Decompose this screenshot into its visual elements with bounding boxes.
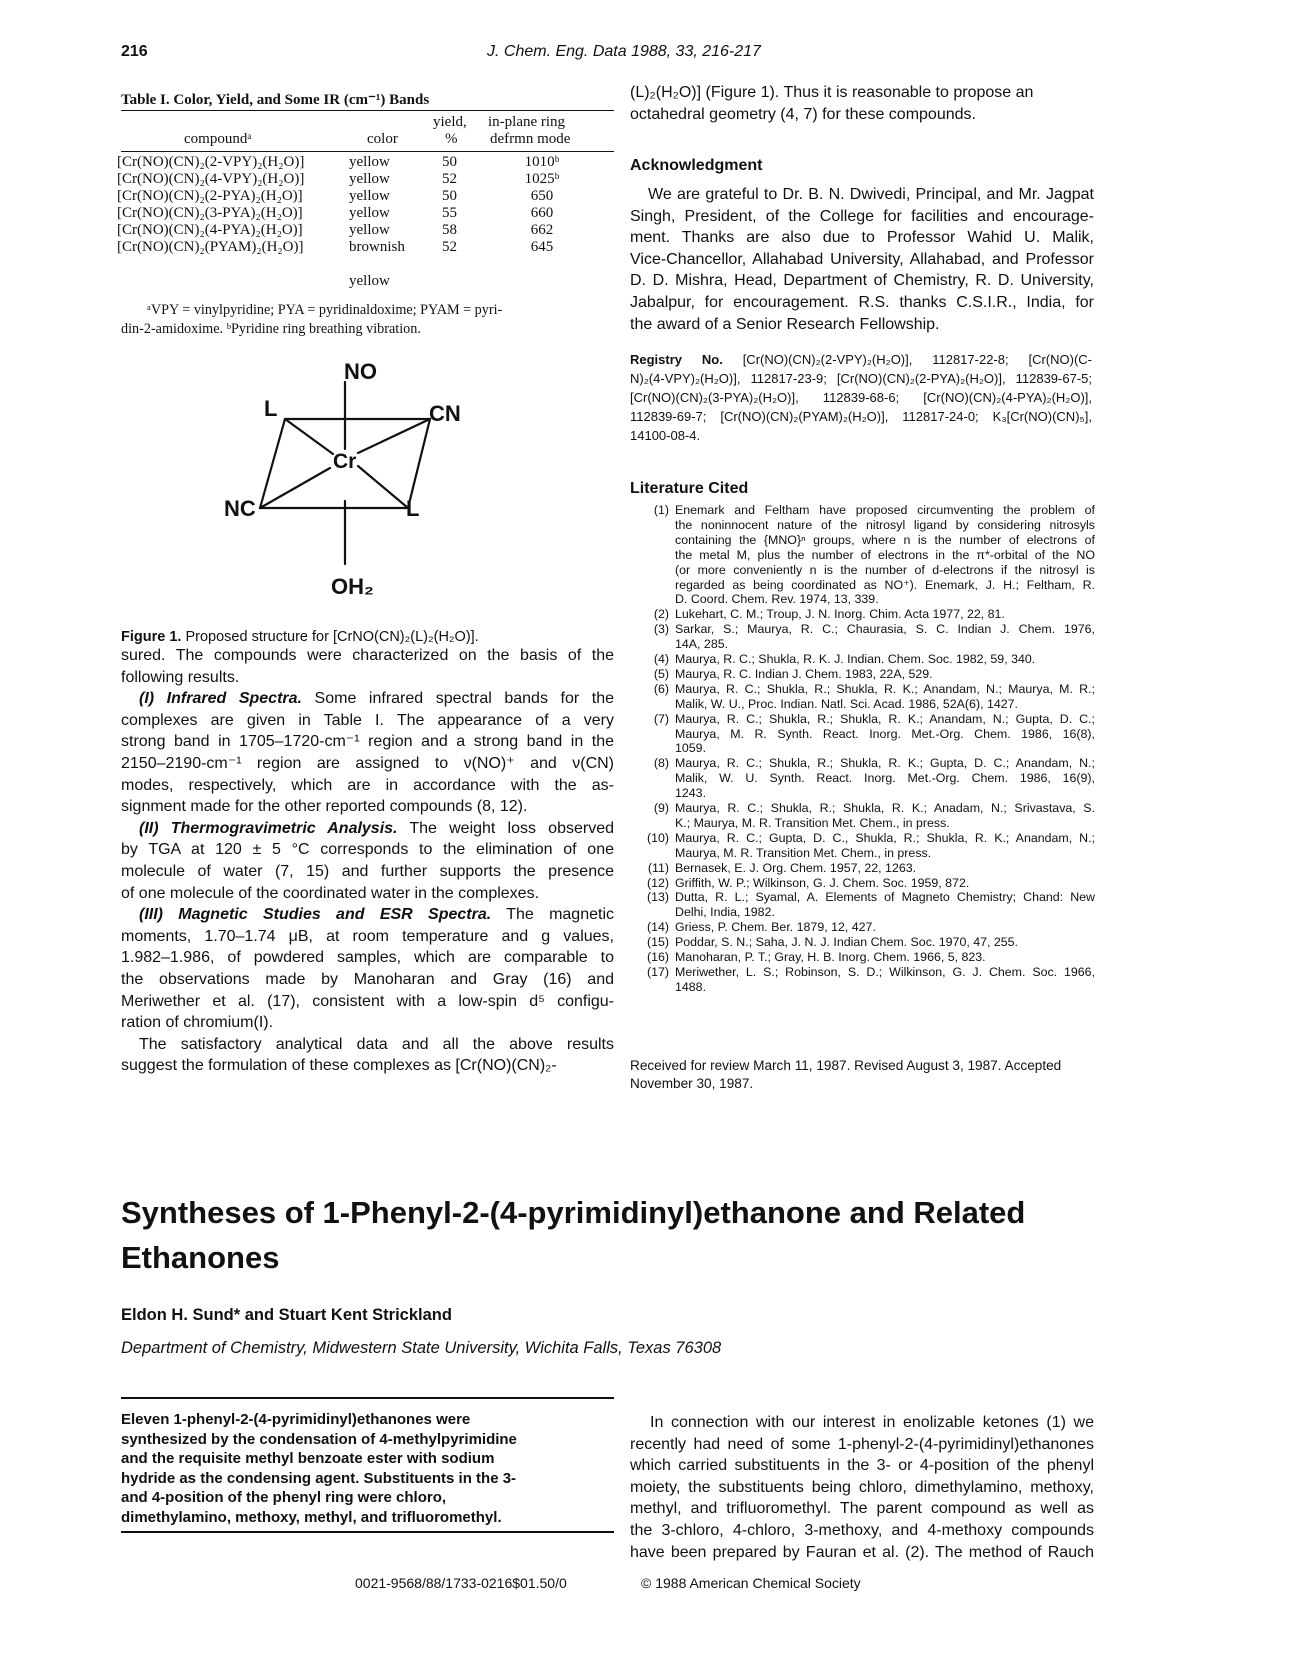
- reference-line: Dutta, R. L.; Syamal, A. Elements of Magneto Chemistry; Chand: New: [675, 890, 1095, 905]
- body-text: strong band in 1705–1720-cm⁻¹ region and a strong band in the: [121, 733, 614, 751]
- received-line: Received for review March 11, 1987. Revised August 3, 1987. Accepted: [630, 1058, 1062, 1073]
- body-line: [121, 818, 614, 840]
- article-title-line: Ethanones: [121, 1240, 280, 1275]
- header-ring-mode: defrmn mode: [490, 131, 571, 147]
- reference-line: Maurya, R. C. Indian J. Chem. 1983, 22A, 529.: [675, 666, 933, 681]
- figure-caption: [121, 629, 479, 645]
- reference-line: Lukehart, C. M.; Troup, J. N. Inorg. Chim. Acta 1977, 22, 81.: [675, 607, 1005, 622]
- label-oh2: OH₂: [331, 574, 374, 599]
- table-title: Table I. Color, Yield, and Some IR (cm⁻¹) Bands: [121, 92, 430, 108]
- reference-number: (15): [646, 935, 669, 950]
- body-text: molecule of water (7, 15) and further supports the presence: [121, 863, 614, 880]
- table-cell-mode: 1025ᵇ: [524, 171, 560, 187]
- label-nc: NC: [224, 496, 256, 521]
- acknowledgment-line: Jabalpur, for encouragement. R.S. thanks C.S.I.R., India, for: [630, 294, 1094, 311]
- reference-line: the metal M, plus the number of electrons in the π*-orbital of the NO: [675, 547, 1095, 562]
- footnote-line: ᵃVPY = vinylpyridine; PYA = pyridinaldoxime; PYAM = pyri-: [147, 302, 503, 318]
- table-cell-color: yellow: [349, 171, 390, 187]
- abstract-line: dimethylamino, methoxy, methyl, and trifluoromethyl.: [121, 1508, 502, 1526]
- header-ring: in-plane ring: [488, 114, 566, 130]
- body-text: signment made for the other reported compounds (8, 12).: [121, 798, 528, 816]
- reference-line: Maurya, M. R. Transition Met. Chem., in press.: [675, 845, 932, 860]
- body-text: suggest the formulation of these complexes as [Cr(NO)(CN)₂-: [121, 1057, 557, 1075]
- acknowledgment-line: ment. Thanks are also due to Professor Wahid U. Malik,: [630, 229, 1094, 247]
- right-cont-line: (L)₂(H₂O)] (Figure 1). Thus it is reasonable to propose an: [630, 84, 1034, 101]
- abstract-line: and 4-position of the phenyl ring were chloro,: [121, 1489, 447, 1507]
- label-l-upper: L: [264, 396, 278, 421]
- figure-caption-text: Proposed structure for [CrNO(CN)₂(L)₂(H₂O)].: [185, 629, 479, 645]
- registry-label: Registry No.: [630, 352, 723, 367]
- body-text: The weight loss observed: [397, 819, 614, 837]
- body-text: ration of chromium(I).: [121, 1014, 274, 1032]
- acknowledgment-line: the award of a Senior Research Fellowship.: [630, 315, 940, 333]
- body-text: 1.982–1.986, of powdered samples, which are comparable to: [121, 949, 614, 967]
- intro-line: methyl, and trifluoromethyl. The parent compound as well as: [630, 1500, 1094, 1518]
- table-cell-color: yellow: [349, 188, 390, 204]
- registry-line: [630, 426, 1158, 445]
- abstract: [121, 1410, 591, 1528]
- header-yield: yield,: [433, 114, 467, 130]
- table-cell-mode: 645: [530, 239, 554, 255]
- label-cr: Cr: [333, 450, 357, 473]
- intro-line: the 3-chloro, 4-chloro, 3-methoxy, and 4-methoxy compounds: [630, 1521, 1094, 1539]
- registry-text: [Cr(NO)(CN)₂(2-VPY)₂(H₂O)], 112817-22-8; [Cr(NO)(C-: [722, 352, 1092, 367]
- registry-line: [630, 388, 1092, 407]
- registry-text: 14100-08-4.: [630, 428, 701, 443]
- reference-number: (11): [647, 860, 669, 875]
- figure-caption-label: Figure 1.: [121, 629, 182, 645]
- reference-number: (9): [653, 801, 669, 815]
- table-cell-color: yellow: [349, 222, 390, 238]
- body-text: by TGA at 120 ± 5 °C corresponds to the elimination of one: [121, 841, 614, 859]
- body-text: The satisfactory analytical data and all the above results: [139, 1035, 614, 1053]
- body-text: the observations made by Manoharan and Gray (16) and: [121, 971, 614, 988]
- acknowledgment-line: Singh, President, of the College for facilities and encourage-: [630, 207, 1094, 225]
- bond-l2: [358, 466, 408, 508]
- intro-line: In connection with our interest in enolizable ketones (1) we: [650, 1414, 1094, 1431]
- literature-heading: Literature Cited: [630, 480, 749, 497]
- abstract-line: and the requisite methyl benzoate ester with sodium: [121, 1450, 495, 1468]
- acknowledgment-heading: Acknowledgment: [630, 157, 763, 174]
- reference-line: regarded as being coordinated as NO⁺). Enemark, J. H.; Feltham, R.: [675, 577, 1095, 592]
- reference-line: 1243.: [675, 786, 707, 801]
- reference-line: 1488.: [675, 979, 707, 994]
- footer-copyright: © 1988 American Chemical Society: [641, 1575, 861, 1591]
- received-line: November 30, 1987.: [630, 1076, 754, 1091]
- table-cell-mode: 662: [530, 222, 554, 238]
- body-line: [121, 861, 614, 883]
- acknowledgment-line: We are grateful to Dr. B. N. Dwivedi, Principal, and Mr. Jagpat: [648, 186, 1094, 203]
- reference-line: Malik, W. U. Synth. React. Inorg. Met.-Org. Chem. 1986, 16(9),: [675, 771, 1095, 786]
- reference-number: (2): [653, 607, 669, 622]
- body-line: [121, 645, 614, 667]
- acknowledgment-line: Vice-Chancellor, Allahabad University, Allahabad, and Professor: [630, 250, 1094, 268]
- abstract-line: hydride as the condensing agent. Substituents in the 3-: [121, 1469, 517, 1487]
- intro-line: which carried substituents in the 3- or 4-position of the phenyl: [630, 1457, 1094, 1475]
- reference-number: (14): [646, 920, 669, 935]
- header-compound: compoundᵃ: [184, 131, 252, 147]
- table-cell-color: brownish: [349, 239, 405, 255]
- reference-line: Maurya, R. C.; Shukla, R. K. J. Indian. Chem. Soc. 1982, 59, 340.: [675, 652, 1036, 666]
- reference-line: Bernasek, E. J. Org. Chem. 1957, 22, 1263.: [675, 860, 917, 875]
- reference-line: Maurya, R. C.; Shukla, R.; Shukla, R. K.; Anandam, N.; Maurya, M. R.;: [675, 681, 1095, 696]
- body-line: [121, 969, 614, 991]
- reference-line: Sarkar, S.; Maurya, R. C.; Chaurasia, S. C. Indian J. Chem. 1976,: [675, 622, 1095, 637]
- table-cell-yield: 50: [442, 154, 457, 170]
- table-cell-color-cont: yellow: [349, 273, 390, 289]
- table-cell-compound: [Cr(NO)(CN)₂(PYAM)₂(H₂O)]: [117, 239, 304, 255]
- body-text: Meriwether et al. (17), consistent with a low-spin d⁵ configu-: [121, 992, 614, 1010]
- body-line: [121, 904, 614, 926]
- reference-line: Enemark and Feltham have proposed circumventing the problem of: [675, 503, 1095, 517]
- reference-line: Griess, P. Chem. Ber. 1879, 12, 427.: [675, 920, 876, 935]
- reference-number: (8): [653, 756, 669, 771]
- reference-line: (or more conveniently n is the number of d-electrons if the nitrosyl is: [675, 562, 1095, 577]
- intro-line: have been prepared by Fauran et al. (2). The method of Rauch: [630, 1543, 1094, 1561]
- body-line: [121, 1055, 614, 1077]
- body-text: 2150–2190-cm⁻¹ region are assigned to ν(NO)⁺ and ν(CN): [121, 755, 614, 772]
- body-line: [121, 1034, 614, 1056]
- header-color: color: [367, 131, 398, 147]
- reference-line: Meriwether, L. S.; Robinson, S. D.; Wilkinson, G. J. Chem. Soc. 1966,: [675, 964, 1095, 979]
- reference-line: Manoharan, P. T.; Gray, H. B. Inorg. Chem. 1966, 5, 823.: [675, 950, 986, 964]
- body-line: [121, 839, 614, 861]
- section-run-in-heading: (I) Infrared Spectra.: [139, 690, 302, 708]
- section-run-in-heading: (II) Thermogravimetric Analysis.: [139, 819, 398, 837]
- registry-text: 112839-69-7; [Cr(NO)(CN)₂(PYAM)₂(H₂O)], 112817-24-0; K₃[Cr(NO)(CN)₅],: [630, 409, 1092, 424]
- received-note: [630, 1057, 1100, 1093]
- registry-text: [Cr(NO)(CN)₂(3-PYA)₂(H₂O)], 112839-68-6; [Cr(NO)(CN)₂(4-PYA)₂(H₂O)],: [630, 390, 1092, 405]
- reference-number: (6): [653, 681, 669, 696]
- footer-code: 0021-9568/88/1733-0216$01.50/0: [355, 1575, 567, 1591]
- acknowledgment-line: D. D. Mishra, Head, Department of Chemistry, R. D. University,: [630, 272, 1094, 290]
- table-cell-yield: 58: [442, 222, 457, 238]
- table-cell-compound: [Cr(NO)(CN)₂(4-VPY)₂(H₂O)]: [117, 171, 305, 187]
- body-text: of one molecule of the coordinated water in the complexes.: [121, 884, 540, 902]
- table-cell-compound: [Cr(NO)(CN)₂(2-VPY)₂(H₂O)]: [117, 154, 305, 170]
- introduction: [630, 1412, 1160, 1563]
- label-cn: CN: [429, 401, 461, 426]
- reference-line: K.; Maurya, M. R. Transition Met. Chem., in press.: [675, 815, 950, 830]
- reference-line: Maurya, R. C.; Shukla, R.; Shukla, R. K.; Gupta, D. C.; Anandam, N.;: [675, 756, 1095, 771]
- body-line: [121, 775, 614, 797]
- intro-line: moiety, the substituents being chloro, dimethylamino, methoxy,: [630, 1478, 1094, 1496]
- body-line: [121, 796, 614, 818]
- reference-line: 14A, 285.: [675, 637, 729, 652]
- body-line: [121, 947, 614, 969]
- footnote-line: din-2-amidoxime. ᵇPyridine ring breathing vibration.: [121, 321, 421, 337]
- body-text: Some infrared spectral bands for the: [301, 690, 615, 708]
- article-title-line: Syntheses of 1-Phenyl-2-(4-pyrimidinyl)ethanone and Related: [121, 1195, 1026, 1230]
- body-line: [121, 926, 614, 948]
- registry-line: [630, 407, 1092, 426]
- reference-number: (10): [646, 830, 669, 845]
- body-text: complexes are given in Table I. The appearance of a very: [121, 711, 614, 729]
- section-run-in-heading: (III) Magnetic Studies and ESR Spectra.: [139, 906, 492, 924]
- body-line: [121, 753, 614, 775]
- intro-line: recently had need of some 1-phenyl-2-(4-pyrimidinyl)ethanones: [630, 1435, 1094, 1453]
- table-cell-mode: 660: [530, 205, 554, 221]
- bond-l1: [285, 419, 333, 454]
- table-cell-color: yellow: [349, 154, 390, 170]
- reference-line: Poddar, S. N.; Saha, J. N. J. Indian Chem. Soc. 1970, 47, 255.: [675, 935, 1019, 950]
- reference-number: (16): [646, 950, 669, 964]
- table-cell-yield: 55: [442, 205, 457, 221]
- reference-line: 1059.: [675, 741, 707, 756]
- body-line: [121, 991, 614, 1013]
- page-number: 216: [121, 43, 148, 60]
- right-cont-line: octahedral geometry (4, 7) for these compounds.: [630, 106, 976, 123]
- reference-line: containing the {MNO}ⁿ groups, where n is the number of electrons of: [675, 532, 1095, 547]
- table-cell-yield: 52: [442, 171, 457, 187]
- table-cell-compound: [Cr(NO)(CN)₂(4-PYA)₂(H₂O)]: [117, 222, 303, 238]
- table-cell-color: yellow: [349, 205, 390, 221]
- reference-line: Maurya, M. R. Synth. React. Inorg. Met.-Org. Chem. 1986, 16(8),: [675, 726, 1095, 741]
- table-cell-yield: 50: [442, 188, 457, 204]
- table-footnote: [121, 301, 614, 339]
- table-cell-mode: 1010ᵇ: [524, 154, 560, 170]
- header-yield-unit: %: [445, 131, 458, 147]
- body-text: following results.: [121, 668, 240, 686]
- registry-line: [630, 350, 1092, 369]
- article-affiliation: Department of Chemistry, Midwestern State University, Wichita Falls, Texas 76308: [121, 1339, 722, 1357]
- reference-number: (3): [653, 622, 669, 637]
- bond-cn: [358, 419, 430, 453]
- body-line: [121, 883, 614, 905]
- reference-line: the noninnocent nature of the nitrosyl ligand by considering nitrosyls: [675, 517, 1095, 532]
- table-header-rule: [121, 151, 614, 152]
- journal-citation: J. Chem. Eng. Data 1988, 33, 216-217: [487, 43, 761, 60]
- article-authors: Eldon H. Sund* and Stuart Kent Strickland: [121, 1306, 452, 1324]
- label-no: NO: [344, 359, 377, 384]
- reference-line: D. Coord. Chem. Rev. 1974, 13, 339.: [675, 592, 879, 607]
- registry-numbers: [630, 350, 1158, 445]
- reference-line: Griffith, W. P.; Wilkinson, G. J. Chem. Soc. 1959, 872.: [675, 875, 970, 890]
- reference-number: (12): [646, 875, 669, 890]
- table-cell-compound: [Cr(NO)(CN)₂(2-PYA)₂(H₂O)]: [117, 188, 303, 204]
- table-cell-compound: [Cr(NO)(CN)₂(3-PYA)₂(H₂O)]: [117, 205, 303, 221]
- reference-line: Delhi, India, 1982.: [675, 905, 775, 920]
- body-line: [121, 688, 614, 710]
- body-line: [121, 1012, 614, 1034]
- reference-number: (17): [646, 964, 669, 979]
- reference-line: Maurya, R. C.; Shukla, R.; Shukla, R. K.; Anandam, N.; Gupta, D. C.;: [675, 711, 1095, 726]
- registry-line: [630, 369, 1092, 388]
- reference-number: (7): [653, 711, 669, 726]
- table-cell-yield: 52: [442, 239, 457, 255]
- registry-text: N)₂(4-VPY)₂(H₂O)], 112817-23-9; [Cr(NO)(CN)₂(2-PYA)₂(H₂O)], 112839-67-5;: [630, 371, 1092, 386]
- abstract-line: Eleven 1-phenyl-2-(4-pyrimidinyl)ethanones were: [121, 1411, 471, 1428]
- article-title: [121, 1190, 1121, 1280]
- body-text: sured. The compounds were characterized on the basis of the: [121, 647, 614, 664]
- abstract-line: synthesized by the condensation of 4-methylpyrimidine: [121, 1430, 517, 1448]
- body-line: [121, 667, 614, 689]
- structure-figure: [224, 356, 510, 626]
- bond-right-edge: [408, 419, 430, 508]
- reference-line: Malik, W. U., Proc. Indian. Natl. Sci. Acad. 1986, 52A(6), 1427.: [675, 696, 1018, 711]
- reference-line: Maurya, R. C.; Gupta, D. C., Shukla, R.; Shukla, R. K.; Anandam, N.;: [675, 830, 1095, 845]
- reference-number: (4): [653, 652, 669, 666]
- reference-line: Maurya, R. C.; Shukla, R.; Shukla, R. K.; Anadam, N.; Srivastava, S.: [675, 801, 1095, 815]
- body-line: [121, 710, 614, 732]
- body-line: [121, 731, 614, 753]
- body-text: modes, respectively, which are in accordance with the as-: [121, 776, 614, 794]
- body-text: The magnetic: [491, 906, 614, 924]
- reference-number: (5): [653, 666, 669, 681]
- label-l-lower: L: [406, 496, 420, 521]
- table-top-rule: [121, 110, 614, 111]
- reference-number: (1): [653, 503, 669, 517]
- table-cell-mode: 650: [530, 188, 554, 204]
- body-text: moments, 1.70–1.74 μB, at room temperature and g values,: [121, 927, 614, 945]
- reference-number: (13): [646, 890, 669, 905]
